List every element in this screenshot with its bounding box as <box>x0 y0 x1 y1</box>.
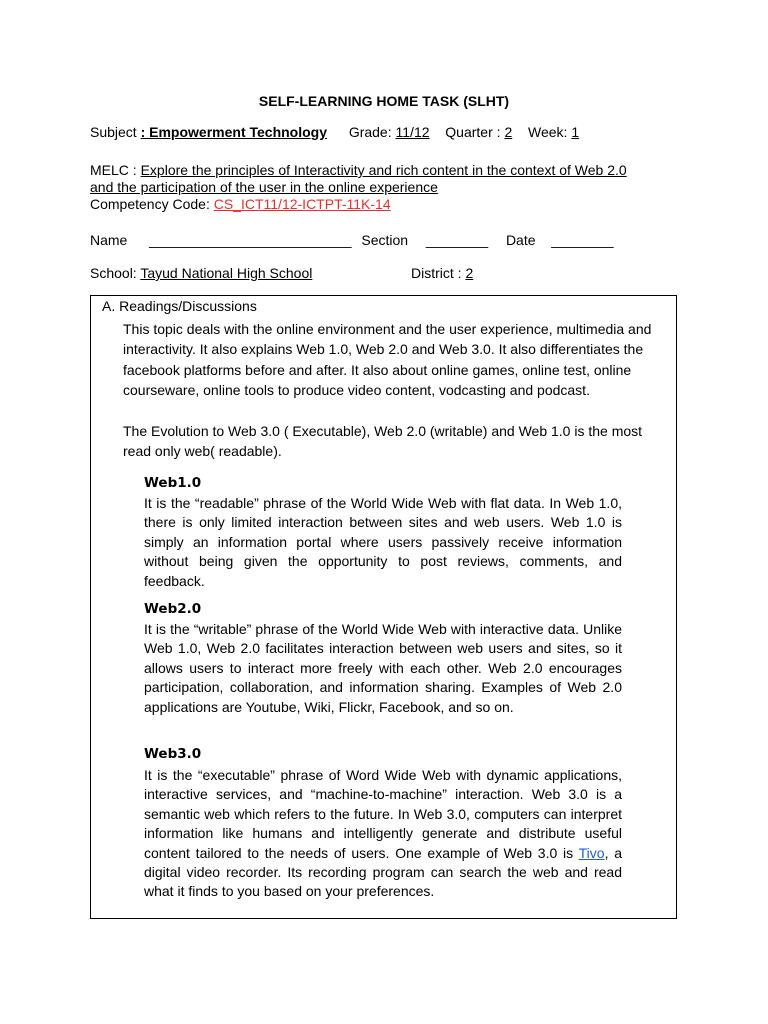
section-blank: ________ <box>425 232 489 248</box>
web3-heading: Web3.0 <box>144 746 202 762</box>
web2-heading: Web2.0 <box>144 601 202 617</box>
subject-value: : Empowerment Technology <box>140 124 328 140</box>
date-blank: ________ <box>551 232 614 248</box>
week-value: 1 <box>571 124 580 140</box>
tivo-link[interactable]: Tivo <box>578 844 605 861</box>
week-label: Week: <box>528 124 568 140</box>
quarter-value: 2 <box>504 124 513 140</box>
web3-body-text-end: , a digital video recorder. Its recording program can search the web and read what it finds to you based on your preferences. <box>144 844 622 900</box>
grade-label: Grade: <box>348 124 392 140</box>
competency-code: CS_ICT11/12-ICTPT-11K-14 <box>213 196 391 212</box>
web1-body: It is the “readable” phrase of the World Wide Web with flat data. In Web 1.0, there is only limited interaction between sites and web users. Web 1.0 is simply an information portal where users passively receive information without being given the opportunity to post reviews, comments, and feedback. <box>144 495 622 589</box>
school-row <box>90 265 312 281</box>
melc-row-2 <box>90 179 438 195</box>
melc-label: MELC : <box>90 162 137 178</box>
district-value: 2 <box>465 265 474 281</box>
district-row <box>411 265 473 281</box>
competency-label: Competency Code: <box>90 196 210 212</box>
page-title: SELF-LEARNING HOME TASK (SLHT) <box>258 93 510 109</box>
name-row <box>90 232 614 248</box>
grade-value: 11/12 <box>395 124 430 140</box>
melc-text-line2: and the participation of the user in the online experience <box>90 179 438 195</box>
readings-heading: A. Readings/Discussions <box>102 298 257 314</box>
web1-heading: Web1.0 <box>144 475 202 491</box>
web2-body: It is the “writable” phrase of the World Wide Web with interactive data. Unlike Web 1.0, Web 2.0 facilitates interaction between web users and sites, so it allows users to interact more freely with each other. Web 2.0 encourages participation, collaboration, and information sharing. Examples of Web 2.0 applications are Youtube, Wiki, Flickr, Facebook, and so on. <box>144 621 622 715</box>
section-label: Section <box>361 232 409 248</box>
web3-body <box>144 766 622 902</box>
school-value: Tayud National High School <box>140 265 313 281</box>
school-label: School: <box>90 265 137 281</box>
evolution-paragraph: The Evolution to Web 3.0 ( Executable), Web 2.0 (writable) and Web 1.0 is the most read only web( readable). <box>123 423 643 460</box>
melc-row-1 <box>90 162 627 178</box>
date-label: Date <box>505 232 536 248</box>
melc-text-line1: Explore the principles of Interactivity and rich content in the context of Web 2.0 <box>140 162 627 178</box>
name-blank: __________________________ <box>149 232 352 248</box>
intro-paragraph: This topic deals with the online environment and the user experience, multimedia and interactivity. It also explains Web 1.0, Web 2.0 and Web 3.0. It also differentiates the facebook platforms before and after. It also about online games, online test, online courseware, online tools to produce video content, vodcasting and podcast. <box>123 321 652 398</box>
quarter-label: Quarter : <box>445 124 501 140</box>
name-label: Name <box>90 232 128 248</box>
subject-label: Subject <box>90 124 137 140</box>
web3-body-text: It is the “executable” phrase of Word Wide Web with dynamic applications, interactive services, and “machine-to-machine” interaction. Web 3.0 is a semantic web which refers to the future. In Web 3.0, computers can interpret information like humans and intelligently generate and distribute useful content tailored to the needs of users. One example of Web 3.0 is <box>144 767 622 861</box>
district-label: District : <box>411 265 462 281</box>
subject-row <box>90 124 579 140</box>
competency-row <box>90 196 391 212</box>
